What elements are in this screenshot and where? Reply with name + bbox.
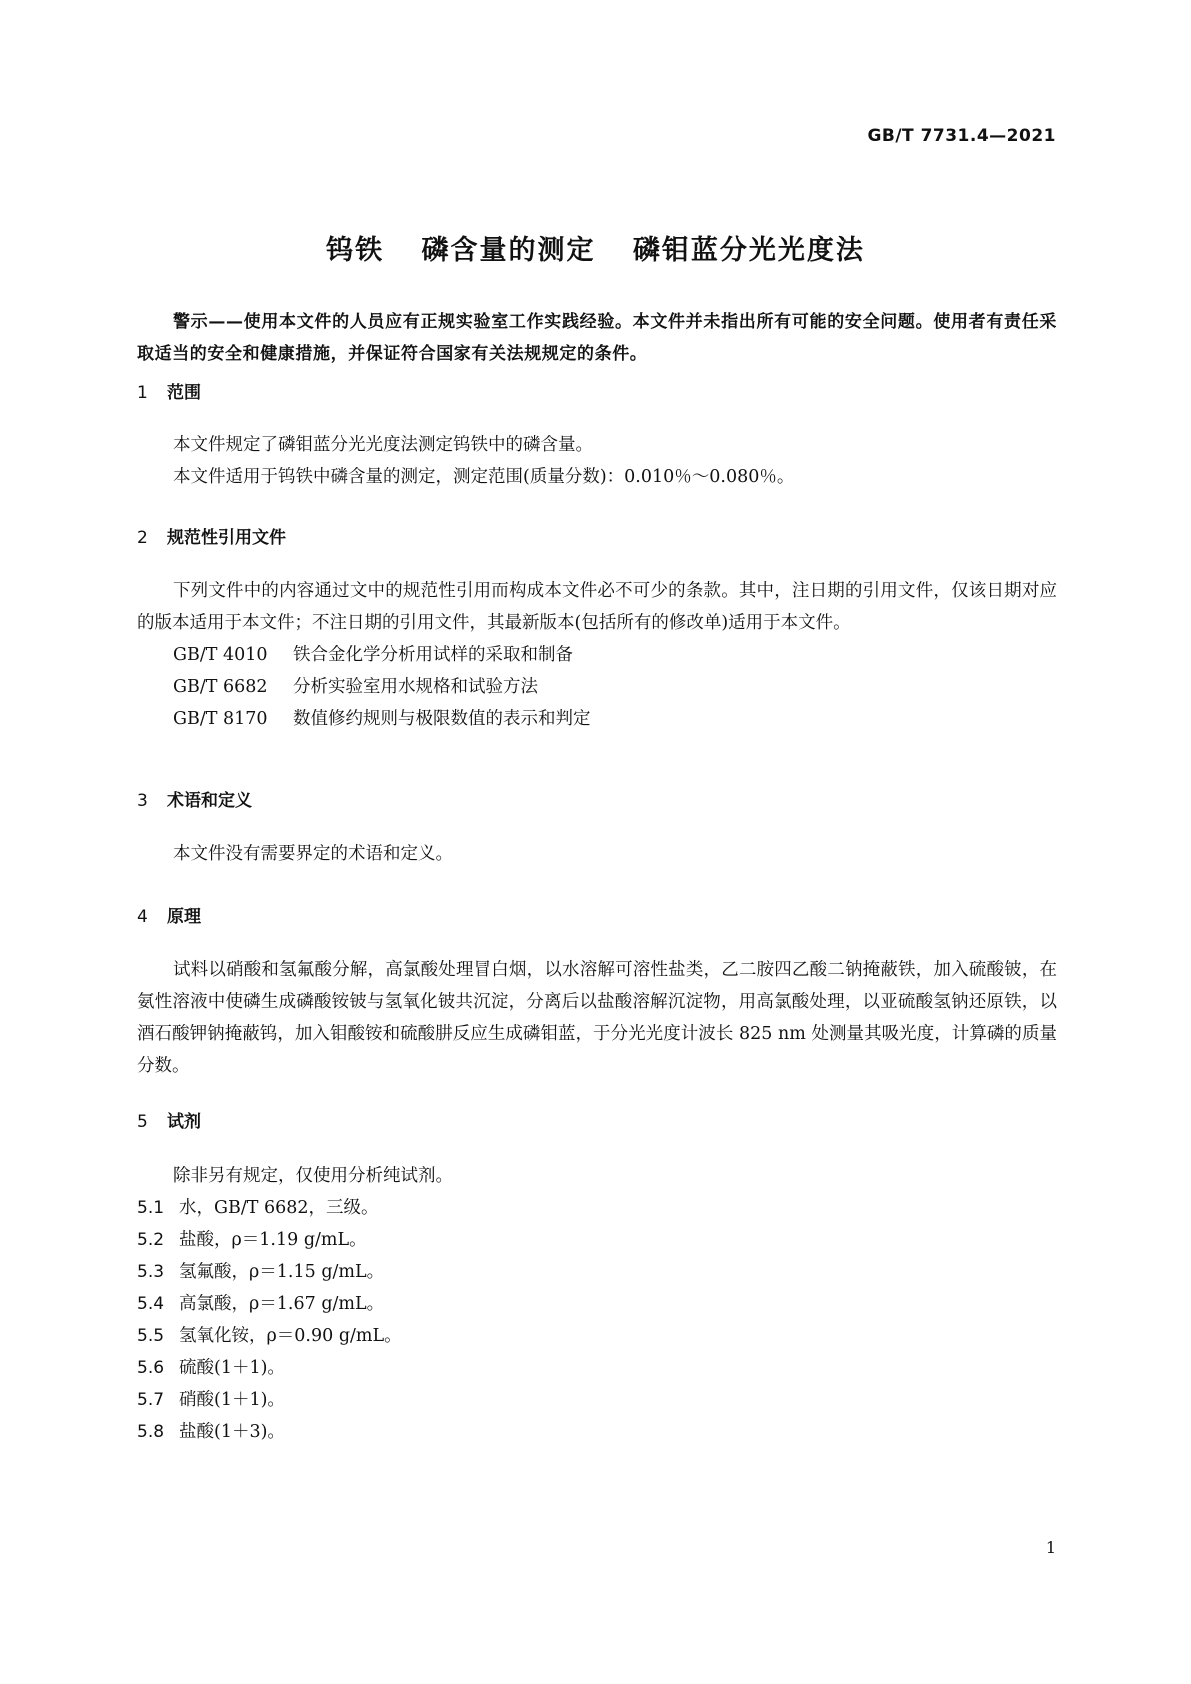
item-code: 5.8 <box>137 1422 165 1442</box>
reference-code: GB/T 6682 <box>173 677 268 697</box>
reagent-item <box>137 1288 1057 1320</box>
section-title: 原理 <box>167 907 201 927</box>
item-code: 5.2 <box>137 1230 165 1250</box>
item-code: 5.7 <box>137 1390 165 1410</box>
item-code: 5.5 <box>137 1326 165 1346</box>
reference-title: 数值修约规则与极限数值的表示和判定 <box>293 709 591 729</box>
section-title: 试剂 <box>167 1112 201 1132</box>
section-number: 3 <box>137 791 148 811</box>
reagent-item <box>137 1256 1057 1288</box>
item-text: 硝酸(1＋1)。 <box>179 1390 285 1410</box>
page-number: 1 <box>1045 1538 1056 1557</box>
paragraph: 除非另有规定，仅使用分析纯试剂。 <box>173 1166 453 1186</box>
section-4-heading <box>137 902 201 927</box>
section-1-heading <box>137 378 201 403</box>
title-part-method: 磷钼蓝分光光度法 <box>632 235 865 266</box>
item-text: 氢氟酸，ρ＝1.15 g/mL。 <box>179 1262 385 1282</box>
normative-reference <box>137 671 1057 703</box>
item-code: 5.4 <box>137 1294 165 1314</box>
section-title: 范围 <box>167 383 201 403</box>
section-title: 术语和定义 <box>167 791 252 811</box>
paragraph: 试料以硝酸和氢氟酸分解，高氯酸处理冒白烟，以水溶解可溶性盐类，乙二胺四乙酸二钠掩蔽铁，加入硫酸铍，在氨性溶液中使磷生成磷酸铵铍与氢氧化铍共沉淀，分离后以盐酸溶解沉淀物，用高氯酸处理，以亚硫酸氢钠还原铁，以酒石酸钾钠掩蔽钨，加入钼酸铵和硫酸肼反应生成磷钼蓝，于分光光度计波长 825 nm 处测量其吸光度，计算磷的质量分数。 <box>137 960 1057 1076</box>
section-5-body <box>137 1160 1057 1448</box>
section-number: 1 <box>137 383 148 403</box>
item-text: 氢氧化铵，ρ＝0.90 g/mL。 <box>179 1326 402 1346</box>
item-code: 5.3 <box>137 1262 165 1282</box>
normative-reference <box>137 703 1057 735</box>
section-2-body <box>137 575 1057 735</box>
section-title: 规范性引用文件 <box>167 528 286 548</box>
reagent-item <box>137 1384 1057 1416</box>
paragraph: 本文件没有需要界定的术语和定义。 <box>173 844 453 864</box>
item-code: 5.6 <box>137 1358 165 1378</box>
reference-title: 分析实验室用水规格和试验方法 <box>293 677 538 697</box>
paragraph: 本文件规定了磷钼蓝分光光度法测定钨铁中的磷含量。 <box>173 435 593 455</box>
item-text: 硫酸(1＋1)。 <box>179 1358 285 1378</box>
reagent-item <box>137 1352 1057 1384</box>
section-5-heading <box>137 1107 201 1132</box>
normative-reference <box>137 639 1057 671</box>
reference-code: GB/T 4010 <box>173 645 268 665</box>
section-1-body <box>137 429 1057 493</box>
section-number: 5 <box>137 1112 148 1132</box>
section-number: 2 <box>137 528 148 548</box>
section-4-body <box>137 954 1057 1082</box>
reagent-item <box>137 1416 1057 1448</box>
reagent-item <box>137 1224 1057 1256</box>
item-code: 5.1 <box>137 1198 165 1218</box>
reagent-item <box>137 1192 1057 1224</box>
reference-code: GB/T 8170 <box>173 709 268 729</box>
section-2-heading <box>137 523 286 548</box>
item-text: 盐酸，ρ＝1.19 g/mL。 <box>179 1230 367 1250</box>
standard-code: GB/T 7731.4—2021 <box>867 126 1056 146</box>
section-3-body <box>137 838 1057 870</box>
title-part-subject: 磷含量的测定 <box>421 235 596 266</box>
paragraph: 下列文件中的内容通过文中的规范性引用而构成本文件必不可少的条款。其中，注日期的引用文件，仅该日期对应的版本适用于本文件；不注日期的引用文件，其最新版本(包括所有的修改单)适用于本文件。 <box>137 581 1057 633</box>
reagent-item <box>137 1320 1057 1352</box>
item-text: 高氯酸，ρ＝1.67 g/mL。 <box>179 1294 385 1314</box>
reference-title: 铁合金化学分析用试样的采取和制备 <box>293 645 573 665</box>
item-text: 盐酸(1＋3)。 <box>179 1422 285 1442</box>
paragraph: 本文件适用于钨铁中磷含量的测定，测定范围(质量分数)：0.010％～0.080％。 <box>173 467 795 487</box>
item-text: 水，GB/T 6682，三级。 <box>179 1198 379 1218</box>
section-number: 4 <box>137 907 148 927</box>
document-title <box>0 228 1191 267</box>
warning-paragraph: 警示——使用本文件的人员应有正规实验室工作实践经验。本文件并未指出所有可能的安全问题。使用者有责任采取适当的安全和健康措施，并保证符合国家有关法规规定的条件。 <box>137 312 1057 364</box>
section-3-heading <box>137 786 252 811</box>
title-part-material: 钨铁 <box>326 235 385 266</box>
